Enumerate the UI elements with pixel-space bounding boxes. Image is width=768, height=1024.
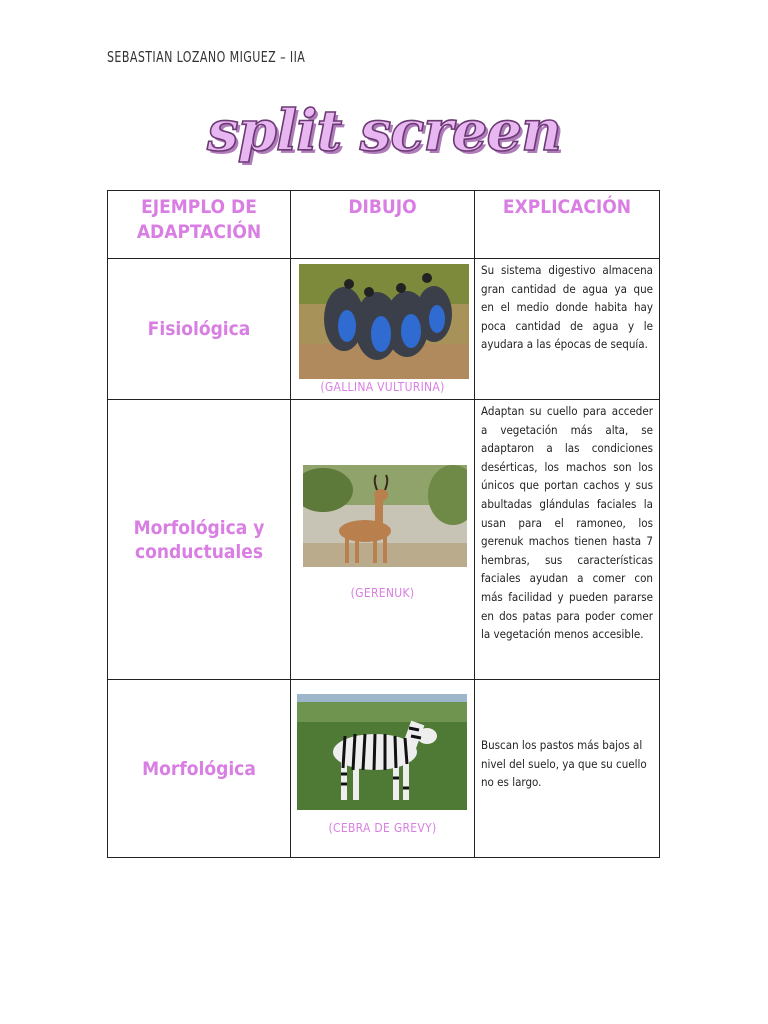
page-title: split screen (207, 98, 561, 164)
explanation-text: Buscan los pastos más bajos al nivel del suelo, ya que su cuello no es largo. (481, 738, 647, 790)
explanation-text: Adaptan su cuello para acceder a vegetación más alta, se adaptaron a las condiciones desérticas, los machos son los únicos que portan cachos y sus abultadas glándulas faciales la usan para el ramoneo, los gerenuk machos tienen hasta 7 hembras, sus características faciales ayudan a comer con más facilidad y pueden pararse en dos patas para poder comer la vegetación menos accesible. (481, 404, 653, 642)
table-header-row (108, 191, 660, 259)
header-explanation: EXPLICACIÓN (475, 191, 660, 259)
zebra-image (297, 694, 467, 810)
gerenuk-image (303, 465, 467, 567)
guineafowl-image (299, 264, 469, 379)
image-caption: (CEBRA DE GREVY) (328, 821, 437, 835)
category-label: Morfológica (142, 757, 256, 780)
table-row (108, 259, 660, 400)
image-caption: (GALLINA VULTURINA) (320, 380, 445, 394)
header-example: EJEMPLO DE ADAPTACIÓN (108, 191, 291, 259)
adaptations-table (107, 190, 660, 858)
category-label: Morfológica y conductuales (133, 516, 265, 563)
table-row (108, 400, 660, 680)
explanation-text: Su sistema digestivo almacena gran cantidad de agua ya que en el medio donde habita hay poca cantidad de agua y le ayudara a las épocas de sequía. (481, 263, 653, 352)
category-label: Fisiológica (147, 318, 251, 340)
header-drawing: DIBUJO (291, 191, 475, 259)
author-line: SEBASTIAN LOZANO MIGUEZ – IIA (107, 48, 306, 66)
image-caption: (GERENUK) (350, 586, 415, 600)
table-row (108, 680, 660, 858)
